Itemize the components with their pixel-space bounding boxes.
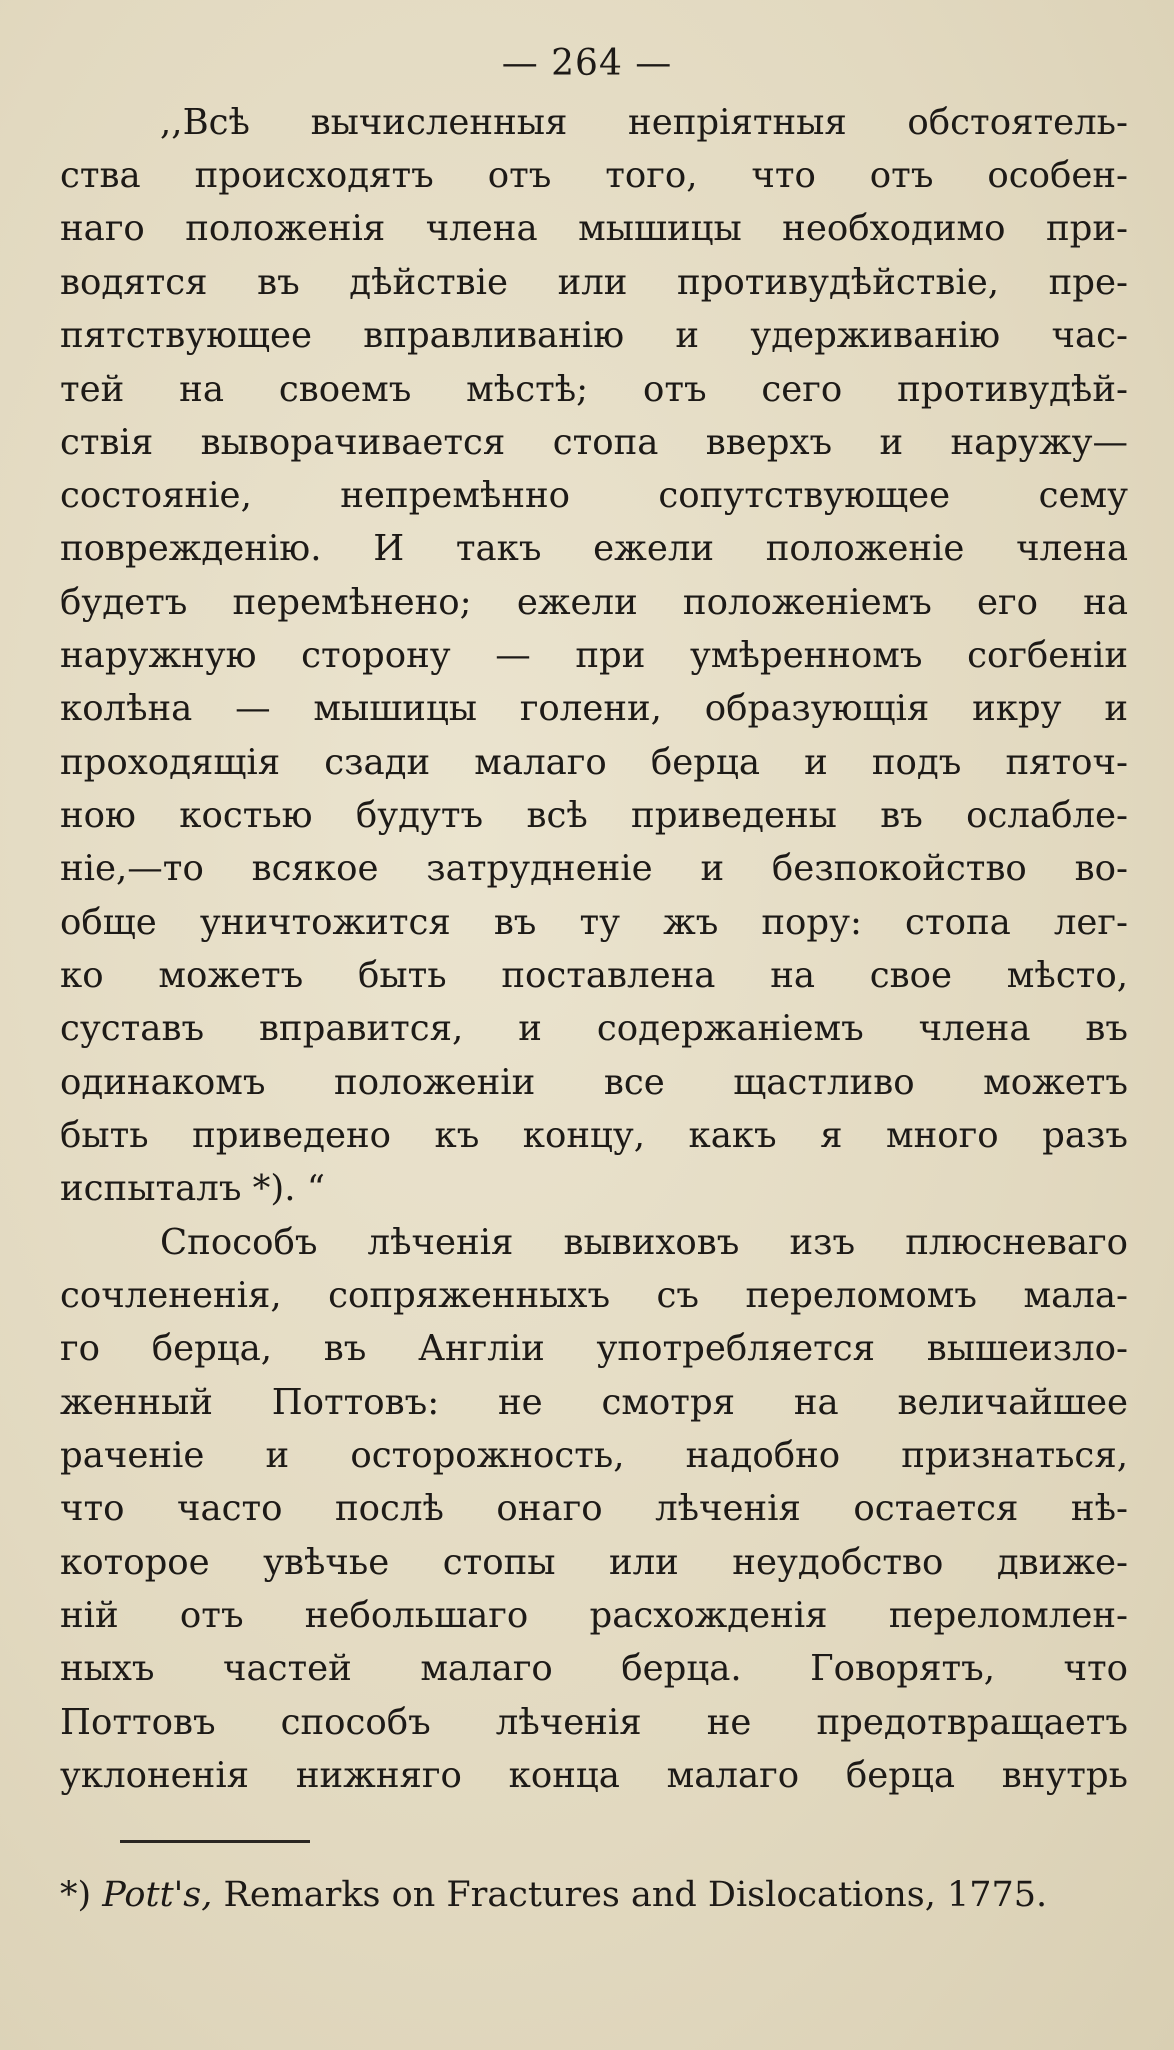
text-line: тей на своемъ мѣстѣ; отъ сего противудѣй- [60,369,1128,410]
text-line: сочлененія, сопряженныхъ съ переломомъ мала- [60,1275,1128,1316]
text-line: ства происходятъ отъ того, что отъ особен- [60,155,1128,196]
text-line: будетъ перемѣнено; ежели положеніемъ его на [60,582,1128,623]
text-line: ніе,—то всякое затрудненіе и безпокойство во- [60,848,1128,889]
text-line: колѣна — мышицы голени, образующія икру и [60,688,1128,729]
footnote-author: Pott's, [102,1875,213,1915]
text-line: испыталъ *). “ [60,1168,326,1209]
footnote-divider [120,1840,310,1843]
text-line: ствія выворачивается стопа вверхъ и наружу— [60,422,1128,463]
text-line: ,,Всѣ вычисленныя непріятныя обстоятель- [160,102,1128,143]
text-line: Поттовъ способъ лѣченія не предотвращаетъ [60,1702,1128,1743]
text-line: которое увѣчье стопы или неудобство движе- [60,1542,1128,1583]
footnote-title: Remarks on Fractures and Dislocations, [223,1875,936,1915]
footnote-year: 1775. [946,1875,1048,1915]
text-line: ною костью будутъ всѣ приведены въ ослабле- [60,795,1128,836]
text-line: наружную сторону — при умѣренномъ согбеніи [60,635,1128,676]
text-line: Способъ лѣченія вывиховъ изъ плюсневаго [160,1222,1128,1263]
text-line: ныхъ частей малаго берца. Говорятъ, что [60,1648,1128,1689]
text-line: поврежденію. И такъ ежели положеніе члена [60,528,1128,569]
text-line: ко можетъ быть поставлена на свое мѣсто, [60,955,1128,996]
text-line: обще уничтожится въ ту жъ пору: стопа лег- [60,902,1128,943]
footnote [60,1870,1140,1920]
text-line: водятся въ дѣйствіе или противудѣйствіе, пре- [60,262,1128,303]
text-line: суставъ вправится, и содержаніемъ члена въ [60,1008,1128,1049]
text-line: пятствующее вправливанію и удерживанію час- [60,315,1128,356]
text-line: женный Поттовъ: не смотря на величайшее [60,1382,1128,1423]
text-line: что часто послѣ онаго лѣченія остается нѣ- [60,1488,1128,1529]
text-line: быть приведено къ концу, какъ я много разъ [60,1115,1128,1156]
text-line: проходящія сзади малаго берца и подъ пяточ- [60,742,1128,783]
page-number: — 264 — [501,43,673,84]
text-line: уклоненія нижняго конца малаго берца внутрь [60,1755,1128,1796]
text-line: состояніе, непремѣнно сопутствующее сему [60,475,1128,516]
text-line: го берца, въ Англіи употребляется вышеизло- [60,1328,1128,1369]
footnote-marker: *) [60,1875,92,1915]
text-line: одинакомъ положеніи все щастливо можетъ [60,1062,1128,1103]
text-line: наго положенія члена мышицы необходимо при- [60,208,1128,249]
text-line: раченіе и осторожность, надобно признаться, [60,1435,1128,1476]
text-line: ній отъ небольшаго расхожденія переломлен- [60,1595,1128,1636]
